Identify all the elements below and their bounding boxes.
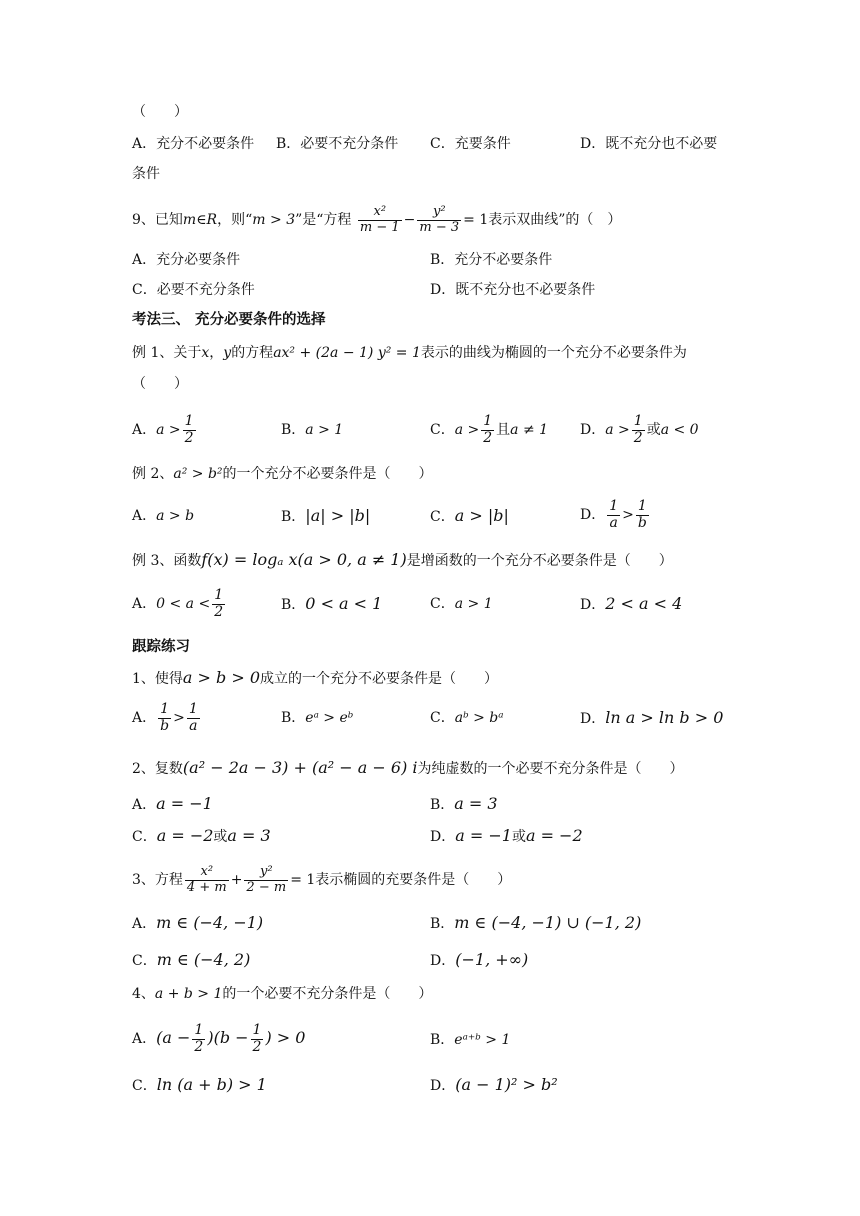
label: C． xyxy=(132,829,157,845)
var-y: y xyxy=(223,345,232,361)
t4-option-d xyxy=(430,1075,558,1096)
math: a > 1 xyxy=(454,596,493,612)
t4-text2: 的一个必要不充分条件是（ ） xyxy=(222,986,433,1002)
numerator: x² xyxy=(185,865,229,880)
e1-paren: （ ） xyxy=(132,376,188,392)
t4-math: a + b > 1 xyxy=(154,986,223,1002)
label: D． xyxy=(580,711,606,727)
t3-option-d xyxy=(430,950,528,971)
math2: a ≠ 1 xyxy=(510,422,549,438)
or-text: 或 xyxy=(213,829,228,845)
math: a = −1 xyxy=(455,826,512,845)
label: A． xyxy=(132,1031,157,1047)
math: |a| > |b| xyxy=(305,506,371,525)
denominator: 2 xyxy=(214,603,224,620)
and-text: 且 xyxy=(496,422,511,438)
e2-text: 例 2、 xyxy=(132,466,174,482)
t3-option-c xyxy=(132,950,250,971)
track-question-4 xyxy=(132,984,432,1004)
paren-text: （ ） xyxy=(132,104,188,120)
label: A． xyxy=(132,797,157,813)
denominator: 4 + m xyxy=(186,879,227,895)
q9-option-b: B．充分不必要条件 xyxy=(430,252,553,268)
t2-option-b xyxy=(430,794,498,815)
label: C． xyxy=(430,422,455,438)
e2-option-d xyxy=(580,497,651,533)
math: m ∈ (−4, 2) xyxy=(156,950,251,969)
math-part-1: (a − xyxy=(156,1028,191,1047)
label: D． xyxy=(580,507,606,523)
e2-option-c xyxy=(430,506,509,527)
section-heading-track: 跟踪练习 xyxy=(132,639,190,655)
e3-text2: 是增函数的一个充分不必要条件是（ ） xyxy=(406,553,673,569)
t1-option-b xyxy=(281,708,353,728)
example-3 xyxy=(132,550,673,571)
e2-text2: 的一个充分不必要条件是（ ） xyxy=(222,466,433,482)
q9-text2: ”是“方程 xyxy=(295,212,352,228)
t3-text2: 表示椭圆的充要条件是（ ） xyxy=(315,872,512,888)
math: eᵃ⁺ᵇ > 1 xyxy=(454,1032,511,1048)
fraction-one-over-a xyxy=(187,702,200,734)
q9-condition: m∈R xyxy=(182,212,218,228)
t1-math: a > b > 0 xyxy=(182,668,261,687)
numerator: 1 xyxy=(184,413,194,430)
e1-text3: 表示的曲线为椭圆的一个充分不必要条件为 xyxy=(420,345,687,361)
numerator: y² xyxy=(417,205,461,220)
math-part-2: )(b − xyxy=(207,1028,249,1047)
option-c: C．充要条件 xyxy=(430,136,511,152)
numerator: x² xyxy=(358,205,402,220)
label: C． xyxy=(430,596,455,612)
math2: a < 0 xyxy=(660,422,699,438)
label: B． xyxy=(281,422,306,438)
t2-option-a xyxy=(132,794,213,815)
label: B． xyxy=(281,710,306,726)
math: m ∈ (−4, −1) xyxy=(156,913,264,932)
math: a > 1 xyxy=(305,422,344,438)
q9-option-d: D．既不充分也不必要条件 xyxy=(430,282,596,298)
q9-fraction-1 xyxy=(358,205,402,235)
track-question-1 xyxy=(132,668,498,689)
denominator: m − 3 xyxy=(419,219,460,235)
or-text: 或 xyxy=(646,422,661,438)
q9-m-gt-3: m > 3 xyxy=(252,212,296,228)
math: 0 < a < xyxy=(156,596,211,612)
label: C． xyxy=(132,1078,157,1094)
option-d-continued: 条件 xyxy=(132,166,160,182)
math: a = 3 xyxy=(454,794,498,813)
fraction-one-over-b xyxy=(158,702,171,734)
fraction-one-half xyxy=(481,414,494,446)
e1-text2: 的方程 xyxy=(231,345,274,361)
t3-fraction-1 xyxy=(185,865,229,895)
math: m ∈ (−4, −1) ∪ (−1, 2) xyxy=(454,913,642,932)
e2-math: a² > b² xyxy=(173,466,223,482)
option-a: A．充分不必要条件 xyxy=(132,136,255,152)
track-question-2 xyxy=(132,758,684,779)
option-d: D．既不充分也不必要 xyxy=(580,136,718,152)
label: D． xyxy=(580,422,606,438)
or-text: 或 xyxy=(511,829,526,845)
q9-option-a: A．充分必要条件 xyxy=(132,252,241,268)
math: a > b xyxy=(156,508,195,524)
math: (a − 1)² > b² xyxy=(455,1075,558,1094)
fraction-one-over-b xyxy=(636,499,649,531)
equals-one: = 1 xyxy=(463,212,489,228)
math: aᵇ > bᵃ xyxy=(454,710,504,726)
e1-option-b xyxy=(281,420,343,440)
numerator: 1 xyxy=(483,413,493,430)
t2-text2: 为纯虚数的一个必要不充分条件是（ ） xyxy=(417,761,684,777)
numerator: 1 xyxy=(158,702,171,718)
fraction-one-half xyxy=(251,1023,264,1055)
denominator: 2 xyxy=(252,1038,262,1055)
fraction-one-half xyxy=(183,414,196,446)
gt-sign: > xyxy=(622,507,634,523)
math: a > xyxy=(454,422,480,438)
label: D． xyxy=(430,1078,456,1094)
t4-option-a xyxy=(132,1020,305,1057)
e3-math: f(x) = logₐ x(a > 0, a ≠ 1) xyxy=(201,550,407,569)
t3-fraction-2 xyxy=(244,865,288,895)
q9-option-c: C．必要不充分条件 xyxy=(132,282,255,298)
q9-suffix: 表示双曲线”的（ ） xyxy=(488,212,622,228)
numerator: 1 xyxy=(609,498,619,515)
e3-option-a xyxy=(132,586,227,622)
label: A． xyxy=(132,710,157,726)
math-part-3: ) > 0 xyxy=(265,1028,306,1047)
numerator: 1 xyxy=(188,701,198,718)
t1-option-c xyxy=(430,708,504,728)
t1-text: 1、使得 xyxy=(132,671,183,687)
denominator: 2 xyxy=(483,429,493,446)
label: B． xyxy=(430,797,455,813)
question-9 xyxy=(132,202,621,238)
math: eᵃ > eᵇ xyxy=(305,710,354,726)
t2-text: 2、复数 xyxy=(132,761,183,777)
var-x: x xyxy=(201,345,210,361)
comma: ， xyxy=(209,345,224,361)
e3-text: 例 3、函数 xyxy=(132,553,202,569)
label: B． xyxy=(430,916,455,932)
math: a > xyxy=(156,422,181,438)
denominator: a xyxy=(189,717,198,734)
label: B． xyxy=(430,1032,455,1048)
denominator: b xyxy=(160,717,170,734)
e1-option-d xyxy=(580,412,699,448)
label: D． xyxy=(430,829,456,845)
denominator: a xyxy=(609,514,618,531)
numerator: 1 xyxy=(194,1022,204,1039)
section-heading-3: 考法三、 充分必要条件的选择 xyxy=(132,312,326,328)
math2: a = −2 xyxy=(525,826,583,845)
math: 2 < a < 4 xyxy=(605,594,683,613)
label: C． xyxy=(430,710,455,726)
math: 0 < a < 1 xyxy=(305,594,383,613)
label: A． xyxy=(132,596,157,612)
e2-option-b xyxy=(281,506,370,527)
denominator: 2 xyxy=(184,429,194,446)
label: D． xyxy=(580,597,606,613)
numerator: 1 xyxy=(633,413,643,430)
t2-option-d xyxy=(430,826,583,847)
fraction-one-over-a xyxy=(607,499,620,531)
math: a = −2 xyxy=(156,826,214,845)
math: a = −1 xyxy=(156,794,213,813)
math: a > xyxy=(605,422,630,438)
e1-text: 例 1、关于 xyxy=(132,345,202,361)
label: B． xyxy=(281,509,306,525)
math: ln (a + b) > 1 xyxy=(156,1075,267,1094)
label: A． xyxy=(132,508,157,524)
example-2 xyxy=(132,464,433,484)
denominator: 2 xyxy=(194,1038,204,1055)
option-b: B．必要不充分条件 xyxy=(276,136,399,152)
t1-option-d xyxy=(580,708,723,729)
label: D． xyxy=(430,953,456,969)
q9-prefix: 9、已知 xyxy=(132,212,183,228)
t4-option-c xyxy=(132,1075,267,1096)
fraction-one-half xyxy=(212,588,225,620)
t1-text2: 成立的一个充分不必要条件是（ ） xyxy=(260,671,499,687)
numerator: 1 xyxy=(214,587,224,604)
math: ln a > ln b > 0 xyxy=(605,708,724,727)
label: A． xyxy=(132,422,157,438)
e3-option-b xyxy=(281,594,382,615)
math: a > |b| xyxy=(454,506,509,525)
denominator: b xyxy=(637,514,647,531)
t2-option-c xyxy=(132,826,271,847)
e2-option-a xyxy=(132,506,194,526)
t4-text: 4、 xyxy=(132,986,155,1002)
fraction-one-half xyxy=(192,1023,205,1055)
q9-fraction-2 xyxy=(417,205,461,235)
label: C． xyxy=(132,953,157,969)
e1-option-c xyxy=(430,412,548,448)
minus-sign: − xyxy=(403,212,416,228)
numerator: y² xyxy=(244,865,288,880)
label: C． xyxy=(430,509,455,525)
q9-text: ，则“ xyxy=(217,212,253,228)
fraction-one-half xyxy=(632,414,645,446)
gt-sign: > xyxy=(173,710,185,726)
t1-option-a xyxy=(132,700,202,736)
denominator: m − 1 xyxy=(359,219,400,235)
numerator: 1 xyxy=(636,499,649,515)
label: B． xyxy=(281,597,306,613)
e3-option-c xyxy=(430,594,493,614)
e1-equation: ax² + (2a − 1) y² = 1 xyxy=(273,345,421,361)
t2-math: (a² − 2a − 3) + (a² − a − 6) i xyxy=(182,758,418,777)
example-1 xyxy=(132,343,687,363)
equals-one: = 1 xyxy=(290,872,316,888)
math2: a = 3 xyxy=(227,826,271,845)
t3-text: 3、方程 xyxy=(132,872,183,888)
answer-paren xyxy=(132,102,188,122)
e1-option-a xyxy=(132,412,198,448)
denominator: 2 − m xyxy=(246,879,287,895)
t4-option-b xyxy=(430,1030,510,1050)
e3-option-d xyxy=(580,594,682,615)
math: (−1, +∞) xyxy=(455,950,529,969)
numerator: 1 xyxy=(252,1022,262,1039)
t3-option-b xyxy=(430,913,641,934)
track-question-3 xyxy=(132,862,511,898)
denominator: 2 xyxy=(633,429,643,446)
label: A． xyxy=(132,916,157,932)
t3-option-a xyxy=(132,913,263,934)
plus-sign: + xyxy=(230,872,243,888)
